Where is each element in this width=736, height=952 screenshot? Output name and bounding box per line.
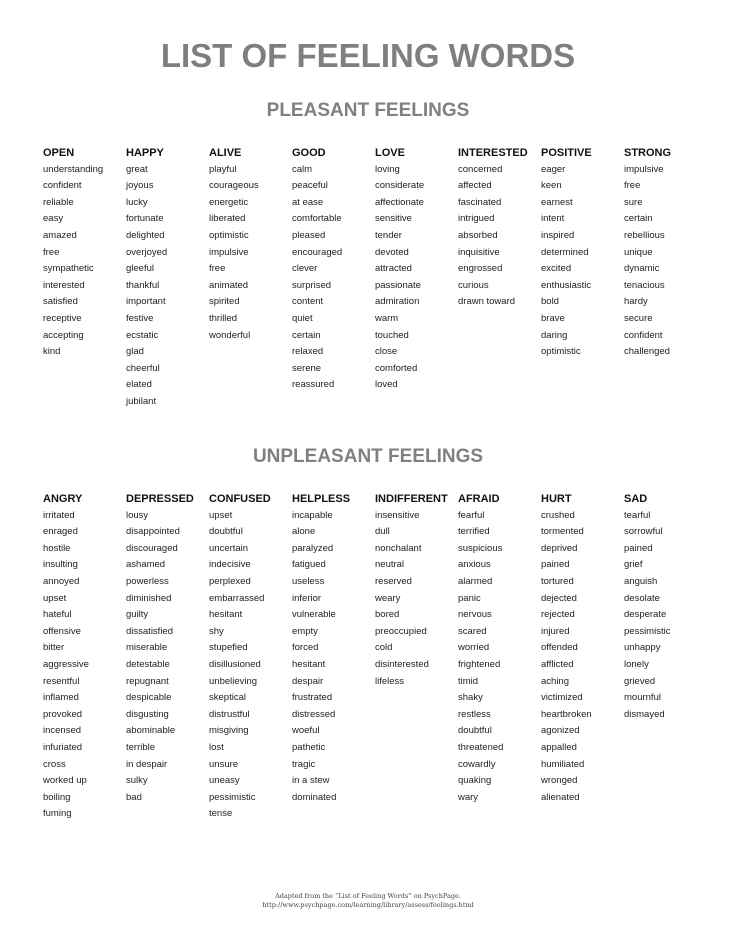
feeling-word: tearful bbox=[624, 509, 651, 521]
word-list bbox=[624, 162, 707, 361]
page-title: LIST OF FEELING WORDS bbox=[160, 37, 576, 74]
feeling-word: hesitant bbox=[292, 658, 326, 670]
feeling-word: anguish bbox=[624, 575, 658, 587]
feeling-word: fatigued bbox=[292, 559, 326, 571]
feeling-word: incapable bbox=[292, 509, 333, 521]
column-header: ANGRY bbox=[43, 493, 83, 505]
feeling-word: deprived bbox=[541, 542, 578, 554]
feeling-word: agonized bbox=[541, 725, 580, 737]
feeling-word: uneasy bbox=[209, 775, 240, 787]
word-list bbox=[209, 508, 292, 823]
word-list bbox=[541, 508, 624, 807]
feeling-word: important bbox=[126, 296, 166, 308]
feeling-word: unbelieving bbox=[209, 675, 258, 687]
feeling-word: panic bbox=[458, 592, 481, 604]
feeling-word: repugnant bbox=[126, 675, 169, 687]
feeling-word: distrustful bbox=[209, 708, 250, 720]
feeling-word: scared bbox=[458, 625, 487, 637]
feeling-word: enthusiastic bbox=[541, 279, 592, 291]
feeling-word: in despair bbox=[126, 758, 168, 770]
feeling-word: disillusioned bbox=[209, 658, 261, 670]
feeling-word: upset bbox=[209, 509, 233, 521]
feeling-word: nonchalant bbox=[375, 542, 422, 554]
feeling-word: dismayed bbox=[624, 708, 665, 720]
feeling-word: determined bbox=[541, 246, 589, 258]
feeling-word: annoyed bbox=[43, 575, 80, 587]
pleasant-column-happy bbox=[126, 145, 209, 411]
feeling-word: preoccupied bbox=[375, 625, 427, 637]
feeling-word: appalled bbox=[541, 741, 577, 753]
feeling-word: inspired bbox=[541, 229, 575, 241]
word-list bbox=[43, 162, 126, 361]
feeling-word: enraged bbox=[43, 526, 78, 538]
feeling-word: pleased bbox=[292, 229, 326, 241]
feeling-word: discouraged bbox=[126, 542, 178, 554]
feeling-word: brave bbox=[541, 312, 565, 324]
feeling-word: worried bbox=[458, 642, 490, 654]
feeling-word: tender bbox=[375, 229, 402, 241]
feeling-word: distressed bbox=[292, 708, 336, 720]
feeling-word: dissatisfied bbox=[126, 625, 173, 637]
feeling-word: lost bbox=[209, 741, 224, 753]
feeling-word: interested bbox=[43, 279, 85, 291]
feeling-word: reserved bbox=[375, 575, 412, 587]
feeling-word: reassured bbox=[292, 379, 335, 391]
unpleasant-column-confused bbox=[209, 491, 292, 823]
column-header: ALIVE bbox=[209, 147, 242, 159]
feeling-word: tense bbox=[209, 808, 233, 820]
feeling-word: dejected bbox=[541, 592, 577, 604]
word-list bbox=[43, 508, 126, 823]
column-header: DEPRESSED bbox=[126, 493, 194, 505]
feeling-word: free bbox=[43, 246, 60, 258]
feeling-word: thrilled bbox=[209, 312, 237, 324]
feeling-word: abominable bbox=[126, 725, 176, 737]
feeling-word: impulsive bbox=[209, 246, 249, 258]
feeling-word: lucky bbox=[126, 196, 148, 208]
feeling-word: affectionate bbox=[375, 196, 424, 208]
feeling-word: insulting bbox=[43, 559, 78, 571]
feeling-word: alarmed bbox=[458, 575, 493, 587]
feeling-word: excited bbox=[541, 263, 572, 275]
feeling-word: spirited bbox=[209, 296, 240, 308]
word-list bbox=[292, 508, 375, 807]
feeling-word: in a stew bbox=[292, 775, 330, 787]
feeling-word: sulky bbox=[126, 775, 148, 787]
column-header: INTERESTED bbox=[458, 147, 528, 159]
feeling-word: shaky bbox=[458, 692, 483, 704]
column-header: HAPPY bbox=[126, 147, 164, 159]
pleasant-feelings-grid bbox=[43, 145, 736, 411]
feeling-word: great bbox=[126, 163, 148, 175]
feeling-word: tenacious bbox=[624, 279, 665, 291]
feeling-word: miserable bbox=[126, 642, 168, 654]
column-header: POSITIVE bbox=[541, 147, 592, 159]
feeling-word: absorbed bbox=[458, 229, 498, 241]
feeling-word: disgusting bbox=[126, 708, 169, 720]
feeling-word: receptive bbox=[43, 312, 82, 324]
feeling-word: challenged bbox=[624, 346, 670, 358]
feeling-word: intrigued bbox=[458, 213, 495, 225]
feeling-word: accepting bbox=[43, 329, 84, 341]
feeling-word: serene bbox=[292, 362, 322, 374]
pleasant-column-good bbox=[292, 145, 375, 411]
feeling-word: hesitant bbox=[209, 609, 243, 621]
feeling-word: understanding bbox=[43, 163, 104, 175]
feeling-word: paralyzed bbox=[292, 542, 334, 554]
pleasant-column-alive bbox=[209, 145, 292, 411]
feeling-word: surprised bbox=[292, 279, 332, 291]
feeling-word: pained bbox=[541, 559, 570, 571]
feeling-word: bad bbox=[126, 791, 142, 803]
feeling-word: misgiving bbox=[209, 725, 249, 737]
feeling-word: frustrated bbox=[292, 692, 333, 704]
footer-url: http://www.psychpage.com/learning/library/assess/feelings.html bbox=[262, 901, 474, 909]
feeling-word: energetic bbox=[209, 196, 249, 208]
feeling-word: sympathetic bbox=[43, 263, 94, 275]
feeling-word: free bbox=[209, 263, 226, 275]
feeling-word: insensitive bbox=[375, 509, 420, 521]
feeling-word: grieved bbox=[624, 675, 656, 687]
unpleasant-column-afraid bbox=[458, 491, 541, 823]
feeling-word: powerless bbox=[126, 575, 169, 587]
column-header: GOOD bbox=[292, 147, 326, 159]
feeling-word: hostile bbox=[43, 542, 71, 554]
feeling-word: indecisive bbox=[209, 559, 251, 571]
feeling-word: rebellious bbox=[624, 229, 665, 241]
word-list bbox=[458, 508, 541, 807]
feeling-word: impulsive bbox=[624, 163, 664, 175]
footer-credit-line: Adapted from the “List of Feeling Words” on PsychPage. bbox=[275, 892, 461, 900]
feeling-word: embarrassed bbox=[209, 592, 265, 604]
feeling-word: despicable bbox=[126, 692, 172, 704]
feeling-word: alienated bbox=[541, 791, 580, 803]
feeling-word: weary bbox=[375, 592, 401, 604]
feeling-word: doubtful bbox=[458, 725, 492, 737]
column-header: AFRAID bbox=[458, 493, 500, 505]
feeling-word: diminished bbox=[126, 592, 172, 604]
feeling-word: resentful bbox=[43, 675, 80, 687]
feeling-word: secure bbox=[624, 312, 653, 324]
feeling-word: afflicted bbox=[541, 658, 574, 670]
feeling-word: free bbox=[624, 180, 641, 192]
feeling-word: hateful bbox=[43, 609, 72, 621]
column-header: SAD bbox=[624, 493, 648, 505]
feeling-word: drawn toward bbox=[458, 296, 516, 308]
feeling-word: neutral bbox=[375, 559, 405, 571]
feeling-word: tragic bbox=[292, 758, 316, 770]
pleasant-column-positive bbox=[541, 145, 624, 411]
unpleasant-feelings-grid bbox=[43, 491, 736, 823]
feeling-word: heartbroken bbox=[541, 708, 592, 720]
feeling-word: wronged bbox=[541, 775, 578, 787]
feeling-word: lonely bbox=[624, 658, 649, 670]
feeling-word: joyous bbox=[126, 180, 154, 192]
feeling-word: inquisitive bbox=[458, 246, 500, 258]
column-header: CONFUSED bbox=[209, 493, 271, 505]
feeling-word: earnest bbox=[541, 196, 573, 208]
feeling-word: unhappy bbox=[624, 642, 661, 654]
feeling-word: pained bbox=[624, 542, 653, 554]
word-list bbox=[375, 508, 458, 691]
feeling-word: sure bbox=[624, 196, 643, 208]
feeling-word: guilty bbox=[126, 609, 149, 621]
feeling-word: grief bbox=[624, 559, 643, 571]
feeling-word: eager bbox=[541, 163, 566, 175]
feeling-word: amazed bbox=[43, 229, 77, 241]
feeling-word: satisfied bbox=[43, 296, 78, 308]
word-list bbox=[209, 162, 292, 345]
feeling-word: bold bbox=[541, 296, 559, 308]
feeling-word: offensive bbox=[43, 625, 81, 637]
feeling-word: ashamed bbox=[126, 559, 166, 571]
word-list bbox=[292, 162, 375, 394]
feeling-word: dull bbox=[375, 526, 390, 538]
feeling-word: certain bbox=[624, 213, 653, 225]
feeling-word: curious bbox=[458, 279, 489, 291]
feeling-word: useless bbox=[292, 575, 325, 587]
feeling-word: doubtful bbox=[209, 526, 243, 538]
feeling-word: lousy bbox=[126, 509, 149, 521]
feeling-word: passionate bbox=[375, 279, 421, 291]
column-header: HURT bbox=[541, 493, 572, 505]
feeling-word: at ease bbox=[292, 196, 324, 208]
feeling-word: kind bbox=[43, 346, 61, 358]
feeling-word: uncertain bbox=[209, 542, 249, 554]
pleasant-column-strong bbox=[624, 145, 707, 411]
feeling-word: reliable bbox=[43, 196, 74, 208]
feeling-word: thankful bbox=[126, 279, 160, 291]
feeling-word: ecstatic bbox=[126, 329, 159, 341]
feeling-word: incensed bbox=[43, 725, 82, 737]
feeling-word: easy bbox=[43, 213, 64, 225]
feeling-word: hardy bbox=[624, 296, 648, 308]
footer-attribution bbox=[0, 892, 736, 910]
feeling-word: rejected bbox=[541, 609, 575, 621]
feeling-word: loving bbox=[375, 163, 400, 175]
feeling-word: attracted bbox=[375, 263, 412, 275]
feeling-word: calm bbox=[292, 163, 313, 175]
word-list bbox=[375, 162, 458, 394]
feeling-word: inferior bbox=[292, 592, 322, 604]
feeling-word: unsure bbox=[209, 758, 239, 770]
feeling-word: fearful bbox=[458, 509, 485, 521]
feeling-word: sorrowful bbox=[624, 526, 663, 538]
feeling-word: unique bbox=[624, 246, 653, 258]
feeling-word: bitter bbox=[43, 642, 65, 654]
feeling-word: peaceful bbox=[292, 180, 328, 192]
feeling-word: forced bbox=[292, 642, 319, 654]
feeling-word: aggressive bbox=[43, 658, 89, 670]
feeling-word: humiliated bbox=[541, 758, 585, 770]
feeling-word: fuming bbox=[43, 808, 72, 820]
feeling-word: perplexed bbox=[209, 575, 251, 587]
feeling-word: stupefied bbox=[209, 642, 248, 654]
feeling-word: woeful bbox=[292, 725, 320, 737]
feeling-word: admiration bbox=[375, 296, 420, 308]
unpleasant-column-hurt bbox=[541, 491, 624, 823]
feeling-word: affected bbox=[458, 180, 492, 192]
feeling-word: pessimistic bbox=[209, 791, 256, 803]
feeling-word: pessimistic bbox=[624, 625, 671, 637]
feeling-word: tortured bbox=[541, 575, 574, 587]
unpleasant-column-indifferent bbox=[375, 491, 458, 823]
feeling-word: offended bbox=[541, 642, 578, 654]
feeling-word: warm bbox=[375, 312, 399, 324]
feeling-word: disinterested bbox=[375, 658, 429, 670]
word-list bbox=[624, 508, 707, 724]
feeling-word: certain bbox=[292, 329, 321, 341]
feeling-word: animated bbox=[209, 279, 249, 291]
feeling-word: mournful bbox=[624, 692, 661, 704]
feeling-word: victimized bbox=[541, 692, 583, 704]
feeling-word: liberated bbox=[209, 213, 246, 225]
feeling-word: comfortable bbox=[292, 213, 342, 225]
feeling-word: empty bbox=[292, 625, 318, 637]
feeling-word: comforted bbox=[375, 362, 418, 374]
feeling-word: courageous bbox=[209, 180, 259, 192]
feeling-word: daring bbox=[541, 329, 568, 341]
feeling-word: threatened bbox=[458, 741, 504, 753]
feeling-word: cheerful bbox=[126, 362, 160, 374]
feeling-word: inflamed bbox=[43, 692, 79, 704]
feeling-word: skeptical bbox=[209, 692, 246, 704]
feeling-word: elated bbox=[126, 379, 152, 391]
feeling-word: encouraged bbox=[292, 246, 343, 258]
feeling-word: terrified bbox=[458, 526, 490, 538]
feeling-word: irritated bbox=[43, 509, 75, 521]
feeling-word: optimistic bbox=[541, 346, 581, 358]
feeling-word: vulnerable bbox=[292, 609, 336, 621]
feeling-word: despair bbox=[292, 675, 324, 687]
pleasant-column-open bbox=[43, 145, 126, 411]
feeling-word: clever bbox=[292, 263, 318, 275]
feeling-word: anxious bbox=[458, 559, 491, 571]
feeling-word: confident bbox=[43, 180, 82, 192]
feeling-word: playful bbox=[209, 163, 237, 175]
unpleasant-column-sad bbox=[624, 491, 707, 823]
unpleasant-column-angry bbox=[43, 491, 126, 823]
feeling-word: disappointed bbox=[126, 526, 180, 538]
feeling-word: dominated bbox=[292, 791, 337, 803]
word-list bbox=[541, 162, 624, 361]
feeling-word: injured bbox=[541, 625, 570, 637]
feeling-word: upset bbox=[43, 592, 67, 604]
feeling-word: confident bbox=[624, 329, 663, 341]
pleasant-column-love bbox=[375, 145, 458, 411]
feeling-word: fascinated bbox=[458, 196, 502, 208]
feeling-word: cross bbox=[43, 758, 66, 770]
column-header: HELPLESS bbox=[292, 493, 351, 505]
column-header: LOVE bbox=[375, 147, 405, 159]
feeling-word: bored bbox=[375, 609, 400, 621]
feeling-word: quaking bbox=[458, 775, 492, 787]
feeling-word: close bbox=[375, 346, 398, 358]
feeling-word: infuriated bbox=[43, 741, 83, 753]
feeling-word: touched bbox=[375, 329, 409, 341]
feeling-word: crushed bbox=[541, 509, 575, 521]
feeling-word: cowardly bbox=[458, 758, 496, 770]
word-list bbox=[126, 162, 209, 411]
feeling-word: detestable bbox=[126, 658, 170, 670]
feeling-word: concerned bbox=[458, 163, 503, 175]
feeling-word: nervous bbox=[458, 609, 492, 621]
unpleasant-column-depressed bbox=[126, 491, 209, 823]
feeling-word: relaxed bbox=[292, 346, 324, 358]
feeling-word: timid bbox=[458, 675, 479, 687]
feeling-word: delighted bbox=[126, 229, 165, 241]
word-list bbox=[458, 162, 541, 311]
feeling-word: gleeful bbox=[126, 263, 154, 275]
feeling-word: considerate bbox=[375, 180, 425, 192]
feeling-word: shy bbox=[209, 625, 224, 637]
feeling-word: tormented bbox=[541, 526, 584, 538]
feeling-word: sensitive bbox=[375, 213, 412, 225]
feeling-word: content bbox=[292, 296, 324, 308]
feeling-word: engrossed bbox=[458, 263, 503, 275]
feeling-word: glad bbox=[126, 346, 144, 358]
column-header: STRONG bbox=[624, 147, 672, 159]
feeling-word: devoted bbox=[375, 246, 409, 258]
feeling-word: frightened bbox=[458, 658, 501, 670]
feeling-word: cold bbox=[375, 642, 393, 654]
feeling-word: pathetic bbox=[292, 741, 326, 753]
feeling-word: loved bbox=[375, 379, 398, 391]
feeling-word: fortunate bbox=[126, 213, 164, 225]
feeling-word: terrible bbox=[126, 741, 156, 753]
column-header: INDIFFERENT bbox=[375, 493, 448, 505]
word-list bbox=[126, 508, 209, 807]
feeling-word: jubilant bbox=[126, 395, 157, 407]
feeling-word: desolate bbox=[624, 592, 660, 604]
feeling-word: restless bbox=[458, 708, 491, 720]
column-header: OPEN bbox=[43, 147, 75, 159]
pleasant-column-interested bbox=[458, 145, 541, 411]
feeling-word: overjoyed bbox=[126, 246, 168, 258]
feeling-word: suspicious bbox=[458, 542, 503, 554]
feeling-word: lifeless bbox=[375, 675, 405, 687]
feeling-word: aching bbox=[541, 675, 569, 687]
feeling-word: festive bbox=[126, 312, 154, 324]
feeling-word: wary bbox=[458, 791, 479, 803]
feeling-word: alone bbox=[292, 526, 316, 538]
unpleasant-column-helpless bbox=[292, 491, 375, 823]
feeling-word: boiling bbox=[43, 791, 71, 803]
feeling-word: worked up bbox=[43, 775, 87, 787]
feeling-word: provoked bbox=[43, 708, 83, 720]
feeling-word: desperate bbox=[624, 609, 667, 621]
feeling-word: keen bbox=[541, 180, 562, 192]
pleasant-section-heading: PLEASANT FEELINGS bbox=[266, 100, 470, 121]
feeling-word: dynamic bbox=[624, 263, 660, 275]
unpleasant-section-heading: UNPLEASANT FEELINGS bbox=[252, 446, 484, 467]
feeling-word: quiet bbox=[292, 312, 313, 324]
feeling-word: intent bbox=[541, 213, 565, 225]
feeling-word: optimistic bbox=[209, 229, 249, 241]
feeling-word: wonderful bbox=[209, 329, 251, 341]
